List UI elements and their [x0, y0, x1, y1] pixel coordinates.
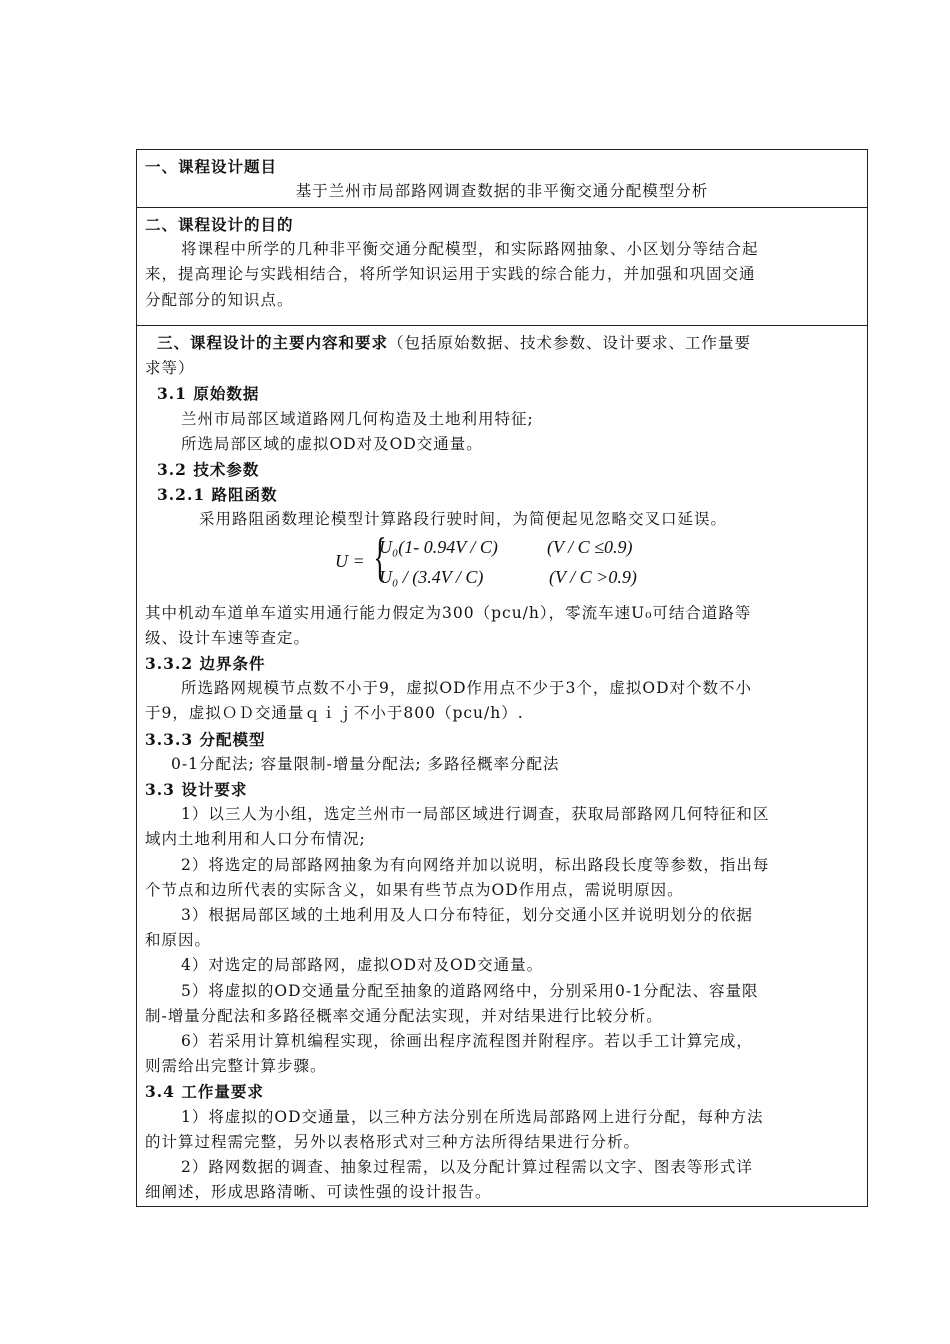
paragraph-line: 将课程中所学的几种非平衡交通分配模型，和实际路网抽象、小区划分等结合起 [181, 240, 759, 259]
formula-case-1: U₀(1- 0.94V / C) [379, 536, 498, 557]
requirement-line: 2）将选定的局部路网抽象为有向网络并加以说明，标出路段长度等参数，指出每 [181, 855, 770, 874]
section-content [137, 326, 867, 1206]
subheading-3-3-2: 3.3.2 边界条件 [145, 654, 266, 674]
paragraph-line: 兰州市局部区域道路网几何构造及土地利用特征; [181, 409, 534, 428]
paragraph-line: 采用路阻函数理论模型计算路段行驶时间，为简便起见忽略交叉口延误。 [199, 510, 728, 529]
paragraph-line: 所选局部区域的虚拟OD对及OD交通量。 [181, 434, 483, 453]
workload-line: 的计算过程需完整，另外以表格形式对三种方法所得结果进行分析。 [145, 1132, 641, 1151]
subheading-3-2-1: 3.2.1 路阻函数 [157, 485, 278, 505]
section-topic [137, 150, 867, 208]
formula-lhs: U = [335, 550, 365, 571]
formula-condition-2: (V / C >0.9) [549, 566, 637, 587]
section-purpose [137, 208, 867, 326]
paragraph-line: 级、设计车速等查定。 [145, 628, 311, 647]
formula-case-2: U₀ / (3.4V / C) [379, 566, 484, 587]
workload-line: 1）将虚拟的OD交通量，以三种方法分别在所选局部路网上进行分配，每种方法 [181, 1107, 764, 1126]
subheading-3-3-3: 3.3.3 分配模型 [145, 729, 266, 749]
requirement-line: 则需给出完整计算步骤。 [145, 1057, 327, 1076]
paragraph-line: 于9，虚拟ＯＤ交通量ｑｉｊ不小于800（pcu/h）. [145, 704, 524, 723]
subheading-3-2: 3.2 技术参数 [157, 460, 260, 480]
section-heading-cont: 求等） [145, 359, 195, 378]
workload-line: 细阐述，形成思路清晰、可读性强的设计报告。 [145, 1183, 492, 1202]
paragraph-line: 0-1分配法; 容量限制-增量分配法; 多路径概率分配法 [171, 754, 560, 773]
design-title: 基于兰州市局部路网调查数据的非平衡交通分配模型分析 [295, 182, 709, 201]
requirement-line: 5）将虚拟的OD交通量分配至抽象的道路网络中，分别采用0-1分配法、容量限 [181, 981, 759, 1000]
subheading-3-3: 3.3 设计要求 [145, 780, 248, 800]
requirement-line: 制-增量分配法和多路径概率交通分配法实现，并对结果进行比较分析。 [145, 1006, 663, 1025]
paragraph-line: 来，提高理论与实践相结合，将所学知识运用于实践的综合能力，并加强和巩固交通 [145, 265, 756, 284]
impedance-formula [325, 526, 859, 597]
section-heading: 一、课程设计题目 [145, 157, 278, 176]
requirement-line: 1）以三人为小组，选定兰州市一局部区域进行调查，获取局部路网几何特征和区 [181, 805, 770, 824]
subheading-3-1: 3.1 原始数据 [157, 384, 260, 404]
requirement-line: 和原因。 [145, 931, 212, 950]
paragraph-line: 分配部分的知识点。 [145, 290, 294, 309]
section-heading: 二、课程设计的目的 [145, 215, 294, 234]
paragraph-line: 所选路网规模节点数不小于9，虚拟OD作用点不少于3个，虚拟OD对个数不小 [181, 679, 752, 698]
requirement-line: 3）根据局部区域的土地利用及人口分布特征，划分交通小区并说明划分的依据 [181, 906, 753, 925]
formula-condition-1: (V / C ≤0.9) [547, 536, 633, 557]
requirement-line: 6）若采用计算机编程实现，徐画出程序流程图并附程序。若以手工计算完成， [181, 1032, 753, 1051]
subheading-3-4: 3.4 工作量要求 [145, 1082, 264, 1102]
workload-line: 2）路网数据的调查、抽象过程需，以及分配计算过程需以文字、图表等形式详 [181, 1158, 753, 1177]
section-heading: 三、课程设计的主要内容和要求（包括原始数据、技术参数、设计要求、工作量要 [157, 333, 752, 352]
requirement-line: 个节点和边所代表的实际含义，如果有些节点为OD作用点，需说明原因。 [145, 880, 684, 899]
requirement-line: 域内土地利用和人口分布情况; [145, 830, 366, 849]
requirement-line: 4）对选定的局部路网，虚拟OD对及OD交通量。 [181, 956, 544, 975]
paragraph-line: 其中机动车道单车道实用通行能力假定为300（pcu/h），零流车速U₀可结合道路等 [145, 603, 752, 622]
course-design-form [136, 149, 868, 1207]
formula-brace: { [373, 526, 387, 587]
